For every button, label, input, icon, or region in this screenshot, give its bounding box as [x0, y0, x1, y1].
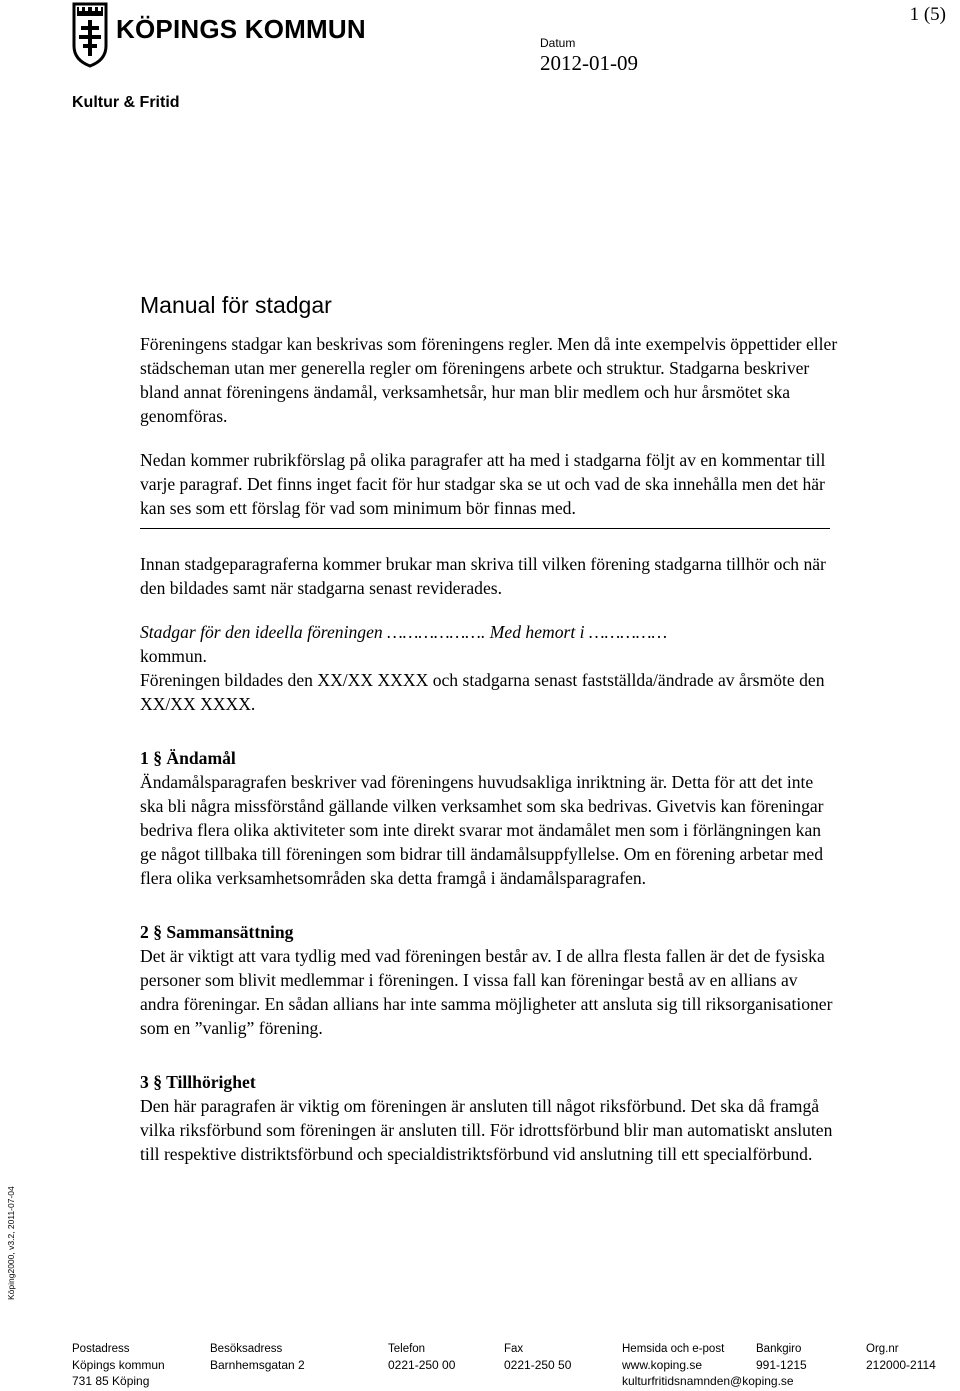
page-number: 1 (5): [909, 4, 946, 25]
footer-value: 0221-250 00: [388, 1358, 456, 1372]
footer-label: Besöksadress: [210, 1343, 283, 1355]
footer-website-link[interactable]: www.koping.se: [622, 1358, 703, 1372]
footer-fax: [504, 1341, 571, 1373]
footer-label: Telefon: [388, 1343, 426, 1355]
footer-bankgiro: [756, 1341, 807, 1373]
coat-of-arms-icon: [72, 2, 108, 68]
footer-value: 0221-250 50: [504, 1358, 572, 1372]
footer-postadress: [72, 1341, 165, 1389]
document-body: [140, 291, 840, 1188]
section-andamal: [140, 746, 840, 890]
footer-value: 731 85 Köping: [72, 1374, 150, 1388]
template-version-text: Köping2000, v3.2, 2011-07-04: [6, 1186, 16, 1300]
date-label: Datum: [540, 36, 576, 50]
date-value: 2012-01-09: [540, 51, 638, 75]
footer-value: Köpings kommun: [72, 1358, 165, 1372]
footer-orgnr: [866, 1341, 936, 1373]
footer-value: 212000-2114: [866, 1358, 936, 1372]
intro-paragraph: Föreningens stadgar kan beskrivas som föreningens regler. Men då inte exempelvis öppettider eller städscheman utan mer generella regler om föreningens arbete och struktur. Stadgarna beskriver bland annat föreningens ändamål, verksamhetsår, hur man blir medlem och hur årsmötet ska genomföras.: [140, 334, 838, 426]
divider-line: [140, 528, 830, 529]
section-text: Det är viktigt att vara tydlig med vad föreningen består av. I de allra flesta fallen är det de fysiska personer som blivit medlemmar i föreningen. I vissa fall kan föreningar bestå av en allians av andra föreningar. En sådan allians har inte samma möjligheter att ansluta sig till riksorganisationer som en ”vanlig” förening.: [140, 946, 833, 1038]
section-heading: 3 § Tillhörighet: [140, 1072, 256, 1092]
footer-label: Fax: [504, 1343, 524, 1355]
footer-telefon: [388, 1341, 455, 1373]
footer-label: Hemsida och e-post: [622, 1343, 725, 1355]
footer-email-link[interactable]: kulturfritidsnamnden@koping.se: [622, 1374, 794, 1388]
logo-text: KÖPINGS KOMMUN: [116, 14, 366, 44]
section-text: Ändamålsparagrafen beskriver vad föreningens huvudsakliga inriktning är. Detta för att det inte ska bli några missförstånd gällande vilken verksamhet som ska bedrivas. Givetvis kan föreningar bedriva flera olika aktiviteter som inte direkt svarar mot ändamålet men som i förlängningen kan ge något tillbaka till föreningen som bidrar till ändamålsuppfyllelse. Om en förening arbetar med flera olika verksamhetsområden ska detta framgå i ändamålsparagrafen.: [140, 772, 824, 888]
document-title: Manual för stadgar: [140, 292, 332, 318]
template-line: kommun.: [140, 646, 207, 666]
section-sammansattning: [140, 920, 840, 1040]
section-heading: 1 § Ändamål: [140, 748, 236, 768]
page-footer: [0, 1341, 960, 1391]
footer-value: 991-1215: [756, 1358, 807, 1372]
intro-paragraph: Nedan kommer rubrikförslag på olika paragrafer att ha med i stadgarna följt av en kommentar till varje paragraf. Det finns inget facit för hur stadgar ska se ut och vad de ska innehålla men det här kan ses som ett förslag för vad som minimum bör finnas med.: [140, 450, 826, 518]
footer-label: Postadress: [72, 1343, 130, 1355]
section-heading: 2 § Sammansättning: [140, 922, 294, 942]
section-tillhorighet: [140, 1070, 840, 1166]
template-line: Föreningen bildades den XX/XX XXXX och stadgarna senast fastställda/ändrade av årsmöte den XX/XX XXXX.: [140, 670, 825, 714]
footer-label: Org.nr: [866, 1343, 899, 1355]
department-name: Kultur & Fritid: [72, 94, 180, 111]
footer-value: Barnhemsgatan 2: [210, 1358, 305, 1372]
intro-paragraph: Innan stadgeparagraferna kommer brukar man skriva till vilken förening stadgarna tillhör och när den bildades samt när stadgarna senast reviderades.: [140, 554, 826, 598]
footer-besoksadress: [210, 1341, 305, 1373]
template-line: Stadgar för den ideella föreningen ………………. Med hemort i ……………: [140, 622, 668, 642]
kommun-logo: [72, 2, 382, 68]
footer-label: Bankgiro: [756, 1343, 802, 1355]
section-text: Den här paragrafen är viktig om föreningen är ansluten till något riksförbund. Det ska då framgå vilka riksförbund som föreningen är ansluten till. För idrottsförbund blir man automatiskt ansluten till respektive distriktsförbund och specialdistriktsförbund vid anslutning till ett specialförbund.: [140, 1096, 833, 1164]
statute-template: [140, 620, 840, 716]
